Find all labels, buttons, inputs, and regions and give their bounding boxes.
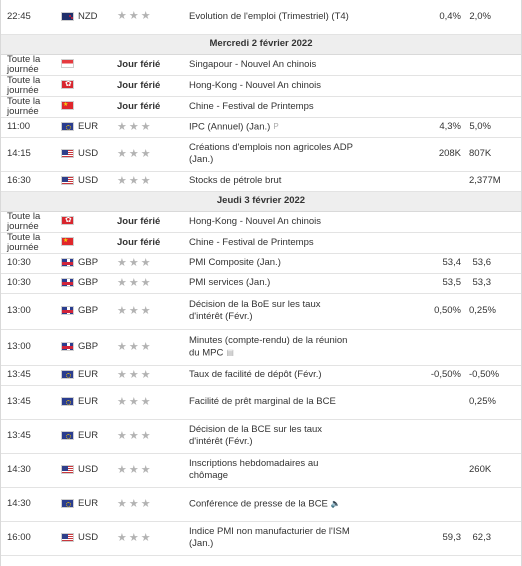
star-icon: ★ xyxy=(117,395,127,408)
star-icon: ★ xyxy=(140,147,151,160)
star-icon: ★ xyxy=(140,174,151,187)
currency-cell xyxy=(57,75,109,96)
star-icon: ★ xyxy=(140,368,151,381)
forecast-value xyxy=(415,419,465,453)
table-row[interactable] xyxy=(1,329,521,365)
flag-eur-icon xyxy=(61,370,74,379)
event-name[interactable] xyxy=(183,137,359,171)
event-name[interactable] xyxy=(183,487,359,521)
currency-code: USD xyxy=(78,464,99,475)
event-time: 22:45 xyxy=(1,0,57,34)
flag-eur-icon xyxy=(61,397,74,406)
flag-eur-icon xyxy=(61,122,74,131)
event-link[interactable]: Chine - Festival de Printemps xyxy=(189,100,314,112)
table-row[interactable] xyxy=(1,211,521,232)
event-name[interactable] xyxy=(183,211,359,232)
event-time: 10:30 xyxy=(1,273,57,293)
actual-value xyxy=(359,385,415,419)
star-icon: ★ xyxy=(128,531,139,544)
currency-cell xyxy=(57,419,109,453)
holiday-label: Jour férié xyxy=(117,100,161,112)
document-icon: ▤ xyxy=(226,347,234,357)
event-time: 13:45 xyxy=(1,365,57,385)
currency-cell xyxy=(57,365,109,385)
table-row[interactable] xyxy=(1,75,521,96)
forecast-value xyxy=(415,75,465,96)
star-icon: ★ xyxy=(140,463,151,476)
forecast-value xyxy=(415,385,465,419)
star-icon: ★ xyxy=(128,304,139,317)
currency-code: EUR xyxy=(78,396,99,407)
event-link[interactable]: Inscriptions hebdomadaires au chômage xyxy=(189,458,319,481)
actual-value xyxy=(359,96,415,117)
event-link[interactable]: Décision de la BoE sur les taux d'intérêt (Févr.) xyxy=(189,299,321,322)
event-time: 14:30 xyxy=(1,453,57,487)
importance-cell xyxy=(109,521,183,555)
actual-value xyxy=(359,0,415,34)
currency-cell xyxy=(57,54,109,75)
currency-code: EUR xyxy=(78,498,99,509)
star-icon: ★ xyxy=(140,340,151,353)
star-icon: ★ xyxy=(140,256,151,269)
event-name[interactable] xyxy=(183,329,359,365)
actual-value xyxy=(359,117,415,137)
actual-value xyxy=(359,253,415,273)
previous-value: 5,0% xyxy=(465,117,521,137)
star-icon: ★ xyxy=(140,10,151,23)
previous-value: 260K xyxy=(465,453,521,487)
star-icon: ★ xyxy=(117,10,127,23)
star-icon: ★ xyxy=(117,497,127,510)
calendar-body xyxy=(1,0,521,555)
flag-gbp-icon xyxy=(61,278,74,287)
table-row[interactable] xyxy=(1,96,521,117)
previous-value xyxy=(465,329,521,365)
star-icon: ★ xyxy=(128,120,139,133)
event-time: Toute la journée xyxy=(1,232,57,253)
previous-value: 53,3 xyxy=(465,273,521,293)
event-time: 13:00 xyxy=(1,329,57,365)
event-name[interactable] xyxy=(183,253,359,273)
star-icon: ★ xyxy=(128,463,139,476)
event-link[interactable]: Décision de la BCE sur les taux d'intérêt (Févr.) xyxy=(189,424,323,447)
table-row[interactable] xyxy=(1,521,521,555)
importance-cell xyxy=(109,171,183,191)
currency-code: EUR xyxy=(78,121,99,132)
event-name[interactable] xyxy=(183,453,359,487)
star-icon: ★ xyxy=(128,395,139,408)
actual-value xyxy=(359,293,415,329)
star-icon: ★ xyxy=(117,429,127,442)
holiday-label: Jour férié xyxy=(117,236,161,248)
previous-value: 62,3 xyxy=(465,521,521,555)
currency-code: GBP xyxy=(78,341,99,352)
forecast-value: 53,5 xyxy=(415,273,465,293)
actual-value xyxy=(359,453,415,487)
previous-value: 807K xyxy=(465,137,521,171)
table-row[interactable] xyxy=(1,273,521,293)
previous-value: 53,6 xyxy=(465,253,521,273)
flag-sg-icon xyxy=(61,59,74,68)
currency-cell xyxy=(57,487,109,521)
actual-value xyxy=(359,232,415,253)
event-name[interactable] xyxy=(183,96,359,117)
flag-cn-icon xyxy=(61,237,74,246)
currency-cell xyxy=(57,0,109,34)
table-row[interactable] xyxy=(1,365,521,385)
forecast-value: 4,3% xyxy=(415,117,465,137)
flag-hk-icon xyxy=(61,216,74,225)
star-icon: ★ xyxy=(117,147,127,160)
forecast-value xyxy=(415,96,465,117)
star-icon: ★ xyxy=(128,429,139,442)
forecast-value: 53,4 xyxy=(415,253,465,273)
table-row[interactable] xyxy=(1,385,521,419)
previous-value: 2,0% xyxy=(465,0,521,34)
event-time: 10:30 xyxy=(1,253,57,273)
importance-cell xyxy=(109,0,183,34)
forecast-value xyxy=(415,54,465,75)
table-row[interactable] xyxy=(1,137,521,171)
actual-value xyxy=(359,487,415,521)
currency-cell xyxy=(57,117,109,137)
event-link[interactable]: Stocks de pétrole brut xyxy=(189,175,282,186)
event-link[interactable]: Chine - Festival de Printemps xyxy=(189,236,314,248)
currency-cell xyxy=(57,96,109,117)
currency-code: NZD xyxy=(78,10,98,22)
currency-cell xyxy=(57,273,109,293)
flag-gbp-icon xyxy=(61,258,74,267)
table-row[interactable] xyxy=(1,453,521,487)
forecast-value xyxy=(415,211,465,232)
event-name[interactable] xyxy=(183,0,359,34)
actual-value xyxy=(359,419,415,453)
forecast-value: 208K xyxy=(415,137,465,171)
currency-cell xyxy=(57,232,109,253)
star-icon: ★ xyxy=(140,497,151,510)
previous-value xyxy=(465,487,521,521)
table-row[interactable] xyxy=(1,0,521,34)
forecast-value: 0,50% xyxy=(415,293,465,329)
flag-eur-icon xyxy=(61,431,74,440)
flag-gbp-icon xyxy=(61,342,74,351)
forecast-value xyxy=(415,487,465,521)
event-name[interactable] xyxy=(183,75,359,96)
event-time: 11:00 xyxy=(1,117,57,137)
previous-value xyxy=(465,75,521,96)
event-name[interactable] xyxy=(183,232,359,253)
event-name[interactable] xyxy=(183,54,359,75)
flag-hk-icon xyxy=(61,80,74,89)
day-header: Mercredi 2 février 2022 xyxy=(1,34,521,54)
day-header-row xyxy=(1,191,521,211)
day-header-row xyxy=(1,34,521,54)
event-link[interactable]: Indice PMI non manufacturier de l'ISM (Jan.) xyxy=(189,526,350,549)
flag-usd-icon xyxy=(61,533,74,542)
importance-cell xyxy=(109,329,183,365)
currency-cell xyxy=(57,293,109,329)
currency-cell xyxy=(57,329,109,365)
importance-cell xyxy=(109,273,183,293)
importance-cell xyxy=(109,453,183,487)
star-icon: ★ xyxy=(140,395,151,408)
event-time: 13:45 xyxy=(1,419,57,453)
currency-code: GBP xyxy=(78,277,99,288)
holiday-label: Jour férié xyxy=(117,215,161,227)
forecast-value xyxy=(415,329,465,365)
currency-cell xyxy=(57,211,109,232)
importance-cell xyxy=(109,137,183,171)
previous-value xyxy=(465,211,521,232)
star-icon: ★ xyxy=(128,147,139,160)
holiday-label: Jour férié xyxy=(117,58,161,70)
previous-value xyxy=(465,232,521,253)
event-time: 16:30 xyxy=(1,171,57,191)
currency-code: USD xyxy=(78,148,99,159)
event-link[interactable]: Conférence de presse de la BCE xyxy=(189,498,328,510)
forecast-value: 0,4% xyxy=(415,0,465,34)
table-row[interactable] xyxy=(1,253,521,273)
currency-code: USD xyxy=(78,175,99,186)
star-icon: ★ xyxy=(128,340,139,353)
previous-value: -0,50% xyxy=(465,365,521,385)
actual-value xyxy=(359,365,415,385)
table-row[interactable] xyxy=(1,171,521,191)
actual-value xyxy=(359,211,415,232)
event-link[interactable]: Facilité de prêt marginal de la BCE xyxy=(189,396,336,407)
star-icon: ★ xyxy=(117,340,127,353)
currency-cell xyxy=(57,453,109,487)
event-name[interactable] xyxy=(183,273,359,293)
currency-cell xyxy=(57,521,109,555)
event-link[interactable]: Singapour - Nouvel An chinois xyxy=(189,58,317,70)
table-row[interactable] xyxy=(1,117,521,137)
previous-value: 2,377M xyxy=(465,171,521,191)
flag-nzd-icon xyxy=(61,12,74,21)
event-time: Toute la journée xyxy=(1,75,57,96)
event-time: 13:00 xyxy=(1,293,57,329)
importance-cell xyxy=(109,75,183,96)
table-row[interactable] xyxy=(1,54,521,75)
star-icon: ★ xyxy=(128,368,139,381)
event-link[interactable]: IPC (Annuel) (Jan.) xyxy=(189,121,271,133)
currency-code: GBP xyxy=(78,257,99,268)
actual-value xyxy=(359,273,415,293)
star-icon: ★ xyxy=(117,531,127,544)
previous-value xyxy=(465,96,521,117)
actual-value xyxy=(359,137,415,171)
star-icon: ★ xyxy=(117,256,127,269)
table-row[interactable] xyxy=(1,232,521,253)
event-link[interactable]: PMI Composite (Jan.) xyxy=(189,257,281,268)
event-link[interactable]: Taux de facilité de dépôt (Févr.) xyxy=(189,369,322,380)
star-icon: ★ xyxy=(140,304,151,317)
currency-cell xyxy=(57,171,109,191)
previous-value: 0,25% xyxy=(465,385,521,419)
event-link[interactable]: Hong-Kong - Nouvel An chinois xyxy=(189,215,322,227)
star-icon: ★ xyxy=(128,174,139,187)
event-link[interactable]: Evolution de l'emploi (Trimestriel) (T4) xyxy=(189,10,349,22)
currency-code: EUR xyxy=(78,369,99,380)
importance-cell xyxy=(109,96,183,117)
actual-value xyxy=(359,521,415,555)
star-icon: ★ xyxy=(117,120,127,133)
importance-cell xyxy=(109,211,183,232)
importance-cell xyxy=(109,253,183,273)
event-time: 14:15 xyxy=(1,137,57,171)
event-name[interactable] xyxy=(183,171,359,191)
event-time: Toute la journée xyxy=(1,211,57,232)
importance-cell xyxy=(109,365,183,385)
star-icon: ★ xyxy=(140,120,151,133)
importance-cell xyxy=(109,54,183,75)
importance-cell xyxy=(109,419,183,453)
star-icon: ★ xyxy=(128,497,139,510)
flag-usd-icon xyxy=(61,465,74,474)
previous-value: 0,25% xyxy=(465,293,521,329)
forecast-value xyxy=(415,453,465,487)
event-link[interactable]: PMI services (Jan.) xyxy=(189,277,271,288)
table-row[interactable] xyxy=(1,293,521,329)
importance-cell xyxy=(109,385,183,419)
currency-code: EUR xyxy=(78,430,99,441)
event-time: 13:45 xyxy=(1,385,57,419)
event-link[interactable]: Hong-Kong - Nouvel An chinois xyxy=(189,79,322,91)
importance-cell xyxy=(109,487,183,521)
star-icon: ★ xyxy=(117,174,127,187)
currency-cell xyxy=(57,385,109,419)
flag-cn-icon xyxy=(61,101,74,110)
event-name[interactable] xyxy=(183,419,359,453)
star-icon: ★ xyxy=(140,276,151,289)
preliminary-icon: P xyxy=(273,121,279,131)
star-icon: ★ xyxy=(128,10,139,23)
event-name[interactable] xyxy=(183,521,359,555)
flag-usd-icon xyxy=(61,149,74,158)
previous-value xyxy=(465,419,521,453)
importance-cell xyxy=(109,293,183,329)
event-time: Toute la journée xyxy=(1,54,57,75)
actual-value xyxy=(359,171,415,191)
event-time: 16:00 xyxy=(1,521,57,555)
currency-cell xyxy=(57,253,109,273)
event-link[interactable]: Créations d'emplois non agricoles ADP (Jan.) xyxy=(189,142,353,165)
star-icon: ★ xyxy=(140,429,151,442)
previous-value xyxy=(465,54,521,75)
event-time: Toute la journée xyxy=(1,96,57,117)
star-icon: ★ xyxy=(117,463,127,476)
flag-gbp-icon xyxy=(61,306,74,315)
actual-value xyxy=(359,329,415,365)
star-icon: ★ xyxy=(128,256,139,269)
holiday-label: Jour férié xyxy=(117,79,161,91)
speaker-icon: 🔈 xyxy=(330,498,341,508)
forecast-value: -0,50% xyxy=(415,365,465,385)
importance-cell xyxy=(109,232,183,253)
day-header: Jeudi 3 février 2022 xyxy=(1,191,521,211)
event-time: 14:30 xyxy=(1,487,57,521)
importance-cell xyxy=(109,117,183,137)
forecast-value: 59,3 xyxy=(415,521,465,555)
currency-code: GBP xyxy=(78,305,99,316)
actual-value xyxy=(359,75,415,96)
star-icon: ★ xyxy=(140,531,151,544)
currency-code: USD xyxy=(78,532,99,543)
table-row[interactable] xyxy=(1,419,521,453)
flag-eur-icon xyxy=(61,499,74,508)
event-name[interactable] xyxy=(183,117,359,137)
event-link[interactable]: Minutes (compte-rendu) de la réunion du MPC xyxy=(189,334,348,359)
currency-cell xyxy=(57,137,109,171)
star-icon: ★ xyxy=(117,368,127,381)
event-name[interactable] xyxy=(183,293,359,329)
star-icon: ★ xyxy=(117,276,127,289)
actual-value xyxy=(359,54,415,75)
forecast-value xyxy=(415,232,465,253)
star-icon: ★ xyxy=(117,304,127,317)
event-name[interactable] xyxy=(183,365,359,385)
star-icon: ★ xyxy=(128,276,139,289)
forecast-value xyxy=(415,171,465,191)
calendar-table xyxy=(1,0,521,556)
flag-usd-icon xyxy=(61,176,74,185)
table-row[interactable] xyxy=(1,487,521,521)
event-name[interactable] xyxy=(183,385,359,419)
